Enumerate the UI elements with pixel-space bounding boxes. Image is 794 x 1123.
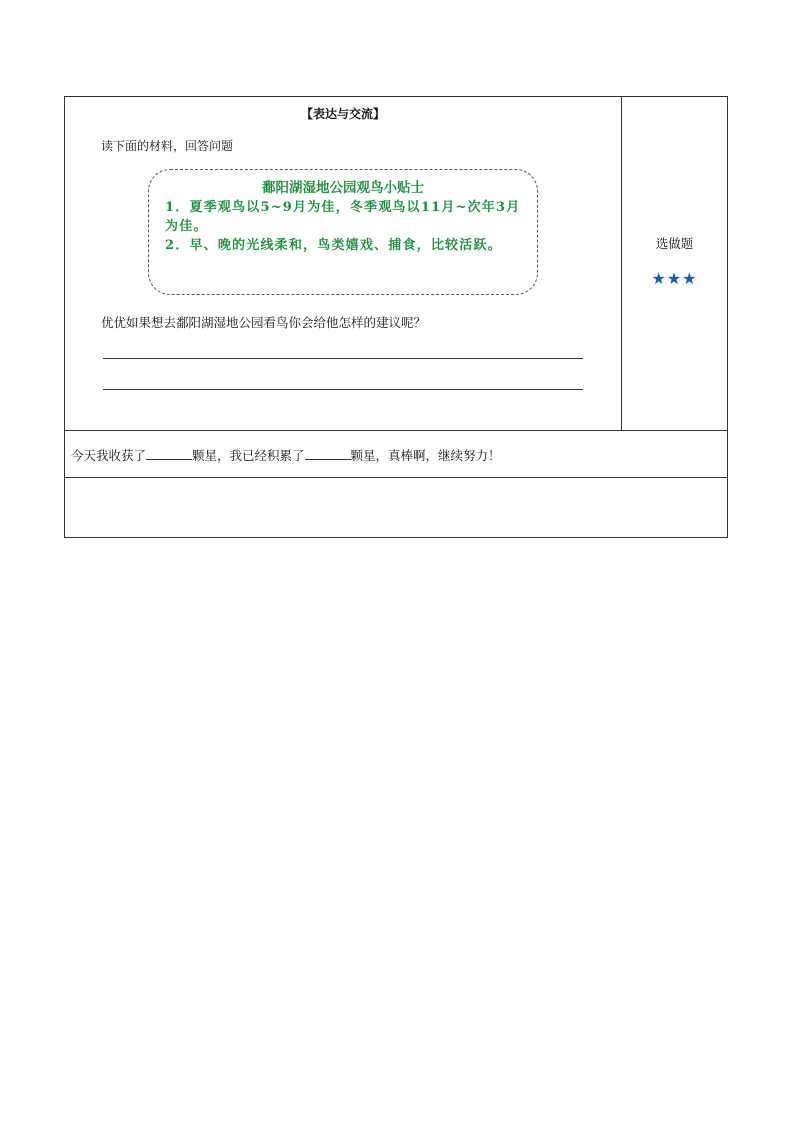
tip-item-2: 2．早、晚的光线柔和，鸟类嬉戏、捕食，比较活跃。 bbox=[165, 238, 502, 253]
tips-box bbox=[148, 169, 538, 295]
exercise-content-cell bbox=[65, 97, 622, 430]
answer-line[interactable] bbox=[103, 389, 583, 390]
star-summary-text bbox=[71, 446, 501, 464]
summary-part-2: 颗星，我已经积累了 bbox=[192, 448, 305, 463]
question-text: 优优如果想去鄱阳湖湿地公园看鸟你会给他怎样的建议呢？ bbox=[101, 315, 427, 330]
summary-part-1: 今天我收获了 bbox=[71, 448, 147, 463]
tip-item-1: 1．夏季观鸟以5~9月为佳，冬季观鸟以11月~次年3月为佳。 bbox=[165, 200, 521, 234]
exercise-row bbox=[65, 97, 727, 431]
summary-part-3: 颗星，真棒啊，继续努力！ bbox=[350, 448, 501, 463]
star-rating-icon: ★★★ bbox=[651, 269, 698, 288]
answer-line[interactable] bbox=[103, 358, 583, 359]
section-title: 【表达与交流】 bbox=[300, 107, 385, 121]
optional-question-label: 选做题 bbox=[655, 236, 694, 251]
stars-total-blank[interactable] bbox=[305, 447, 351, 460]
stars-earned-blank[interactable] bbox=[146, 447, 192, 460]
difficulty-cell bbox=[622, 97, 727, 430]
star-summary-row bbox=[65, 431, 727, 478]
instruction-text: 读下面的材料，回答问题 bbox=[101, 139, 234, 153]
tips-title: 鄱阳湖湿地公园观鸟小贴士 bbox=[262, 180, 424, 196]
worksheet-table bbox=[64, 96, 728, 538]
empty-row bbox=[65, 478, 727, 537]
